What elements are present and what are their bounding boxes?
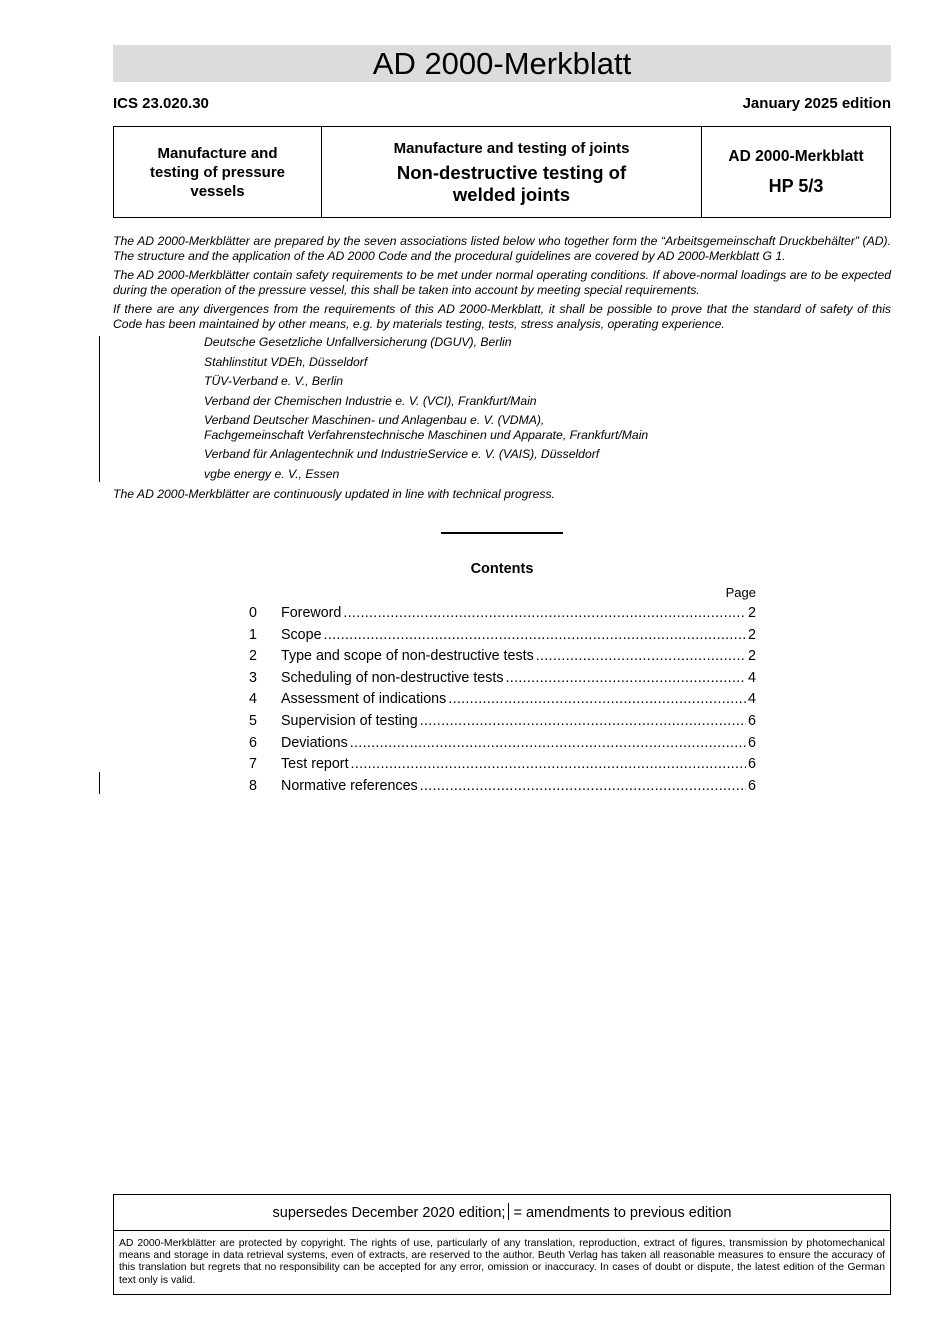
toc-entry[interactable] <box>249 603 756 625</box>
toc-leader <box>324 625 747 647</box>
toc-leader <box>448 689 746 711</box>
toc-leader <box>351 754 747 776</box>
toc-title: Foreword <box>281 605 342 621</box>
update-note: The AD 2000-Merkblätter are continuously updated in line with technical progress. <box>113 487 555 501</box>
toc-leader <box>343 603 746 625</box>
page-column-label: Page <box>725 585 756 600</box>
association-item: TÜV-Verband e. V., Berlin <box>204 374 344 388</box>
toc-number: 1 <box>249 626 257 643</box>
footer-box <box>113 1194 891 1295</box>
toc-entry[interactable] <box>249 646 756 668</box>
toc-entry[interactable] <box>249 711 756 733</box>
toc-page: 4 <box>748 669 756 686</box>
edition-date: January 2025 edition <box>742 95 891 112</box>
toc-number: 8 <box>249 777 257 794</box>
association-item: Verband der Chemischen Industrie e. V. (VCI), Frankfurt/Main <box>204 393 537 408</box>
supersedes-line <box>114 1195 890 1231</box>
amendment-marker <box>99 772 100 794</box>
toc-number: 5 <box>249 712 257 729</box>
amendment-marker <box>99 336 100 482</box>
toc-number: 2 <box>249 648 257 665</box>
toc-number: 6 <box>249 734 257 751</box>
header-category: Manufacture and testing of pressure vessels <box>114 127 322 217</box>
document-title: AD 2000-Merkblatt <box>113 45 891 82</box>
association-item: Verband für Anlagentechnik und IndustrieService e. V. (VAIS), Düsseldorf <box>204 447 600 461</box>
toc-leader <box>420 711 746 733</box>
toc-number: 7 <box>249 756 257 773</box>
toc-page: 6 <box>748 712 756 729</box>
header-designation <box>702 127 890 217</box>
toc-title: Scope <box>281 626 322 643</box>
association-list <box>204 335 804 486</box>
association-item: Deutsche Gesetzliche Unfallversicherung (DGUV), Berlin <box>204 335 512 349</box>
table-of-contents <box>249 603 756 797</box>
association-item: vgbe energy e. V., Essen <box>204 466 340 481</box>
copyright-notice: AD 2000-Merkblätter are protected by copyright. The rights of use, particularly of any translation, reproduction, extract of figures, transmission by photomechanical means and storage in data retrieval systems, even of extracts, are reserved to the author. Beuth Verlag has taken all reasonable measures to ensure the accuracy of this translation but regrets that no responsibility can be accepted for any error, omission or inaccuracy. In cases of doubt or dispute, the latest edition of the German text only is valid. <box>119 1238 885 1286</box>
toc-page: 4 <box>748 691 756 708</box>
header-subject-group: Manufacture and testing of joints <box>393 139 630 157</box>
intro-paragraph: The AD 2000-Merkblätter are prepared by the seven associations listed below who together form the “Arbeitsgemeinschaft Druckbehälter” (AD). The structure and the application of the AD 2000 Code and the procedural guidelines are covered by AD 2000-Merkblatt G 1. <box>113 234 891 263</box>
toc-entry[interactable] <box>249 754 756 776</box>
toc-title: Assessment of indications <box>281 691 447 708</box>
header-series: AD 2000-Merkblatt <box>728 148 864 165</box>
amendment-bar-icon <box>508 1203 509 1220</box>
toc-page: 2 <box>748 605 756 621</box>
toc-entry[interactable] <box>249 776 756 798</box>
toc-page: 2 <box>748 648 756 665</box>
intro-paragraph: If there are any divergences from the requirements of this AD 2000-Merkblatt, it shall be possible to prove that the standard of safety of this Code has been maintained by other means, e.g. by materials testing, tests, stress analysis, operating experience. <box>113 302 891 331</box>
association-item: Fachgemeinschaft Verfahrenstechnische Maschinen und Apparate, Frankfurt/Main <box>204 427 649 442</box>
toc-title: Normative references <box>281 777 418 794</box>
separator-line <box>441 532 563 534</box>
toc-entry[interactable] <box>249 733 756 755</box>
intro-text <box>113 234 891 336</box>
toc-page: 2 <box>748 626 756 643</box>
header-subject-title: Non-destructive testing of welded joints <box>396 161 627 205</box>
toc-leader <box>536 646 746 668</box>
header-number: HP 5/3 <box>768 176 824 196</box>
contents-heading: Contents <box>470 561 534 577</box>
toc-page: 6 <box>748 777 756 794</box>
intro-paragraph: The AD 2000-Merkblätter contain safety requirements to be met under normal operating conditions. If above-normal loadings are to be expected during the operation of the pressure vessel, this shall be taken into account by meeting special requirements. <box>113 268 891 297</box>
toc-title: Supervision of testing <box>281 712 418 729</box>
toc-title: Deviations <box>281 734 348 751</box>
association-item: Verband Deutscher Maschinen- und Anlagenbau e. V. (VDMA), <box>204 413 545 427</box>
header-subject <box>322 127 702 217</box>
toc-entry[interactable] <box>249 689 756 711</box>
toc-number: 0 <box>249 605 257 621</box>
header-table <box>113 126 891 218</box>
ics-code: ICS 23.020.30 <box>113 95 209 112</box>
toc-leader <box>506 668 747 690</box>
toc-title: Type and scope of non-destructive tests <box>281 648 534 665</box>
supersedes-text: supersedes December 2020 edition; <box>272 1205 506 1221</box>
toc-entry[interactable] <box>249 668 756 690</box>
toc-number: 4 <box>249 691 257 708</box>
toc-entry[interactable] <box>249 625 756 647</box>
toc-title: Scheduling of non-destructive tests <box>281 669 504 686</box>
toc-page: 6 <box>748 756 756 773</box>
meta-row <box>113 95 891 112</box>
toc-leader <box>350 733 746 755</box>
toc-number: 3 <box>249 669 257 686</box>
toc-leader <box>420 776 746 798</box>
amendments-legend: = amendments to previous edition <box>513 1205 732 1221</box>
toc-title: Test report <box>281 756 349 773</box>
association-item: Stahlinstitut VDEh, Düsseldorf <box>204 354 368 369</box>
toc-page: 6 <box>748 734 756 751</box>
